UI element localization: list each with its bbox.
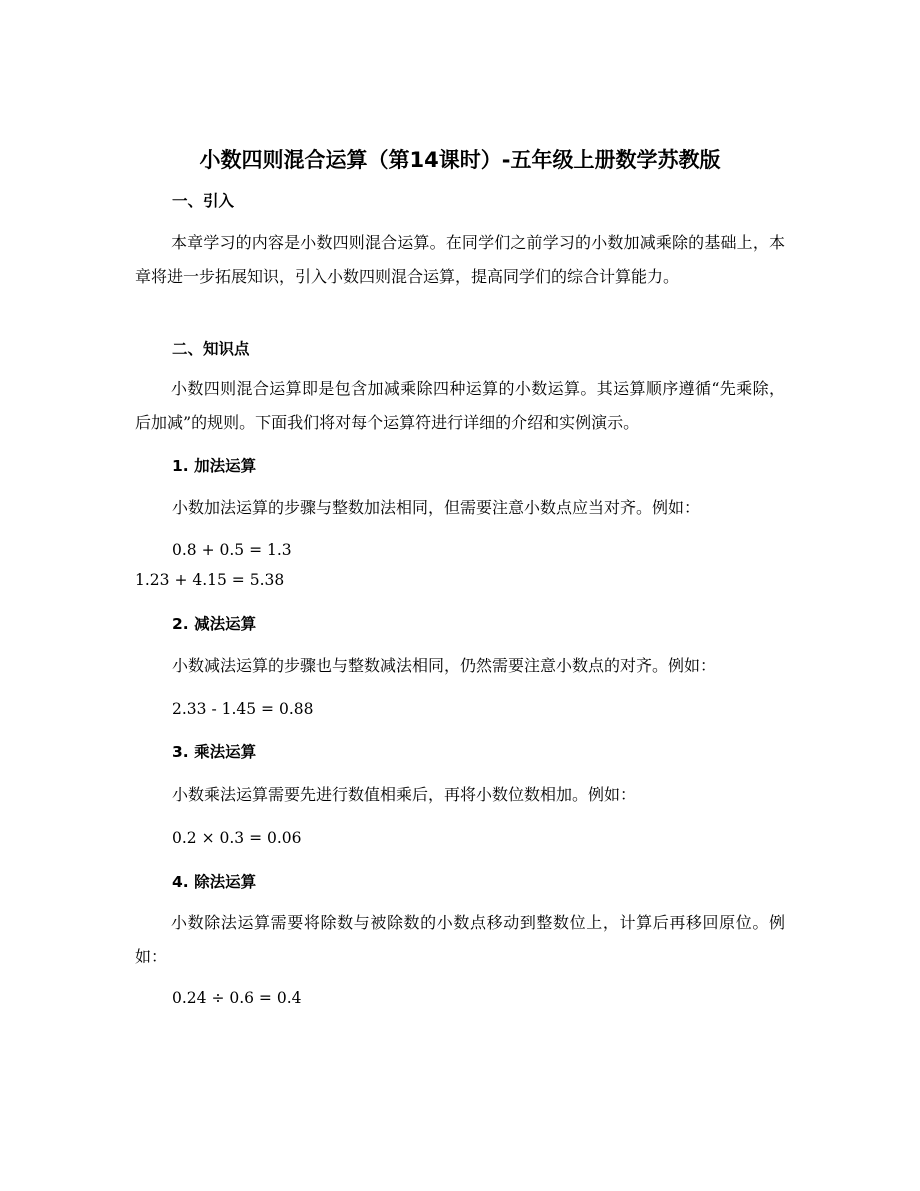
section-heading-intro: 一、引入 (172, 192, 235, 210)
division-example: 0.24 ÷ 0.6 = 0.4 (172, 989, 302, 1007)
section-heading-knowledge: 二、知识点 (172, 340, 250, 358)
subtraction-example: 2.33 - 1.45 = 0.88 (172, 700, 314, 718)
multiplication-heading: 3. 乘法运算 (172, 743, 257, 761)
addition-text: 小数加法运算的步骤与整数加法相同，但需要注意小数点应当对齐。例如： (172, 498, 701, 517)
addition-example-1: 0.8 + 0.5 = 1.3 (172, 541, 292, 559)
addition-example-2: 1.23 + 4.15 = 5.38 (135, 571, 285, 589)
intro-paragraph: 本章学习的内容是小数四则混合运算。在同学们之前学习的小数加减乘除的基础上，本章将进一步拓展知识，引入小数四则混合运算，提高同学们的综合计算能力。 (135, 233, 785, 286)
addition-heading: 1. 加法运算 (172, 457, 257, 475)
knowledge-paragraph: 小数四则混合运算即是包含加减乘除四种运算的小数运算。其运算顺序遵循“先乘除，后加减”的规则。下面我们将对每个运算符进行详细的介绍和实例演示。 (135, 379, 785, 432)
division-text: 小数除法运算需要将除数与被除数的小数点移动到整数位上，计算后再移回原位。例如： (135, 913, 785, 966)
document-title: 小数四则混合运算（第14课时）-五年级上册数学苏教版 (199, 148, 721, 172)
subtraction-text: 小数减法运算的步骤也与整数减法相同，仍然需要注意小数点的对齐。例如： (172, 656, 717, 675)
multiplication-text: 小数乘法运算需要先进行数值相乘后，再将小数位数相加。例如： (172, 785, 637, 804)
subtraction-heading: 2. 减法运算 (172, 615, 257, 633)
multiplication-example: 0.2 × 0.3 = 0.06 (172, 829, 302, 847)
division-heading: 4. 除法运算 (172, 873, 257, 891)
